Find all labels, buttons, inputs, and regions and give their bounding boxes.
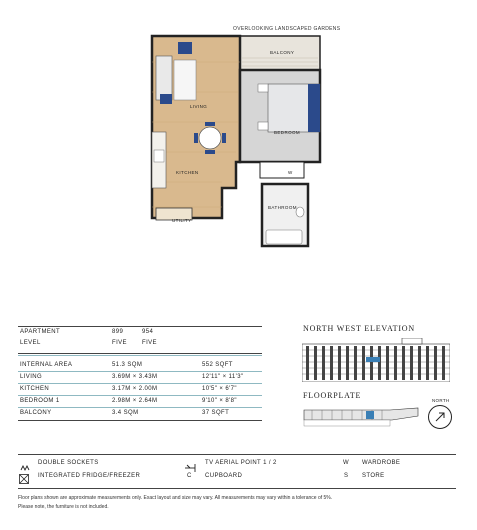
room-label-bedroom: BEDROOM	[274, 130, 301, 135]
wardrobe	[260, 162, 304, 178]
disclaimer-line-2: Please note, the furniture is not included.	[18, 504, 109, 510]
fridge-freezer-icon	[19, 471, 29, 489]
legend-store: STORE	[362, 473, 385, 479]
store-key: S	[344, 473, 349, 479]
floorplate-drawing	[302, 404, 420, 428]
spec-row-internal-area: INTERNAL AREA 51.3 SQM 552 SQFT	[20, 362, 233, 368]
spec-row-kitchen: KITCHEN 3.17M × 2.00M 10'5" × 6'7"	[20, 386, 237, 392]
spec-row-apartment: APARTMENT 899 954	[20, 329, 154, 335]
spec-row-balcony: BALCONY 3.4 SQM 37 SQFT	[20, 410, 230, 416]
spec-row-level: LEVEL FIVE FIVE	[20, 340, 157, 346]
room-label-bathroom: BATHROOM	[268, 205, 297, 210]
room-label-wardrobe: W	[288, 170, 293, 175]
sofa	[156, 56, 172, 100]
legend-cupboard: CUPBOARD	[205, 473, 243, 479]
floor-plan	[130, 22, 340, 257]
room-label-utility: UTILITY	[172, 218, 192, 223]
room-label-living: LIVING	[190, 104, 208, 109]
disclaimer-line-1: Floor plans shown are approximate measurements only. Exact layout and size may vary. All measurements may vary within a tolerance of 5%.	[18, 495, 333, 501]
elevation-drawing	[302, 338, 450, 382]
highlighted-apartment	[366, 357, 380, 362]
legend-fridge-freezer: INTEGRATED FRIDGE/FREEZER	[38, 473, 141, 479]
legend-wardrobe: WARDROBE	[362, 460, 401, 466]
plan-caption: OVERLOOKING LANDSCAPED GARDENS	[233, 26, 341, 32]
floorplate-highlight	[366, 411, 374, 419]
room-label-balcony: BALCONY	[270, 50, 295, 55]
north-arrow-icon	[428, 405, 452, 429]
spec-row-living: LIVING 3.69M × 3.43M 12'11" × 11'3"	[20, 374, 244, 380]
legend-tv-aerial: TV AERIAL POINT 1 / 2	[205, 460, 277, 466]
dining-table	[199, 127, 221, 149]
cupboard-key: C	[187, 473, 192, 479]
spec-row-bedroom: BEDROOM 1 2.98M × 2.64M 9'10" × 8'8"	[20, 398, 237, 404]
north-label: NORTH	[432, 398, 450, 403]
room-label-kitchen: KITCHEN	[176, 170, 199, 175]
floorplate-title: FLOORPLATE	[303, 391, 362, 400]
legend-double-sockets: DOUBLE SOCKETS	[38, 460, 99, 466]
wardrobe-key: W	[343, 460, 350, 466]
elevation-title: NORTH WEST ELEVATION	[303, 324, 415, 333]
